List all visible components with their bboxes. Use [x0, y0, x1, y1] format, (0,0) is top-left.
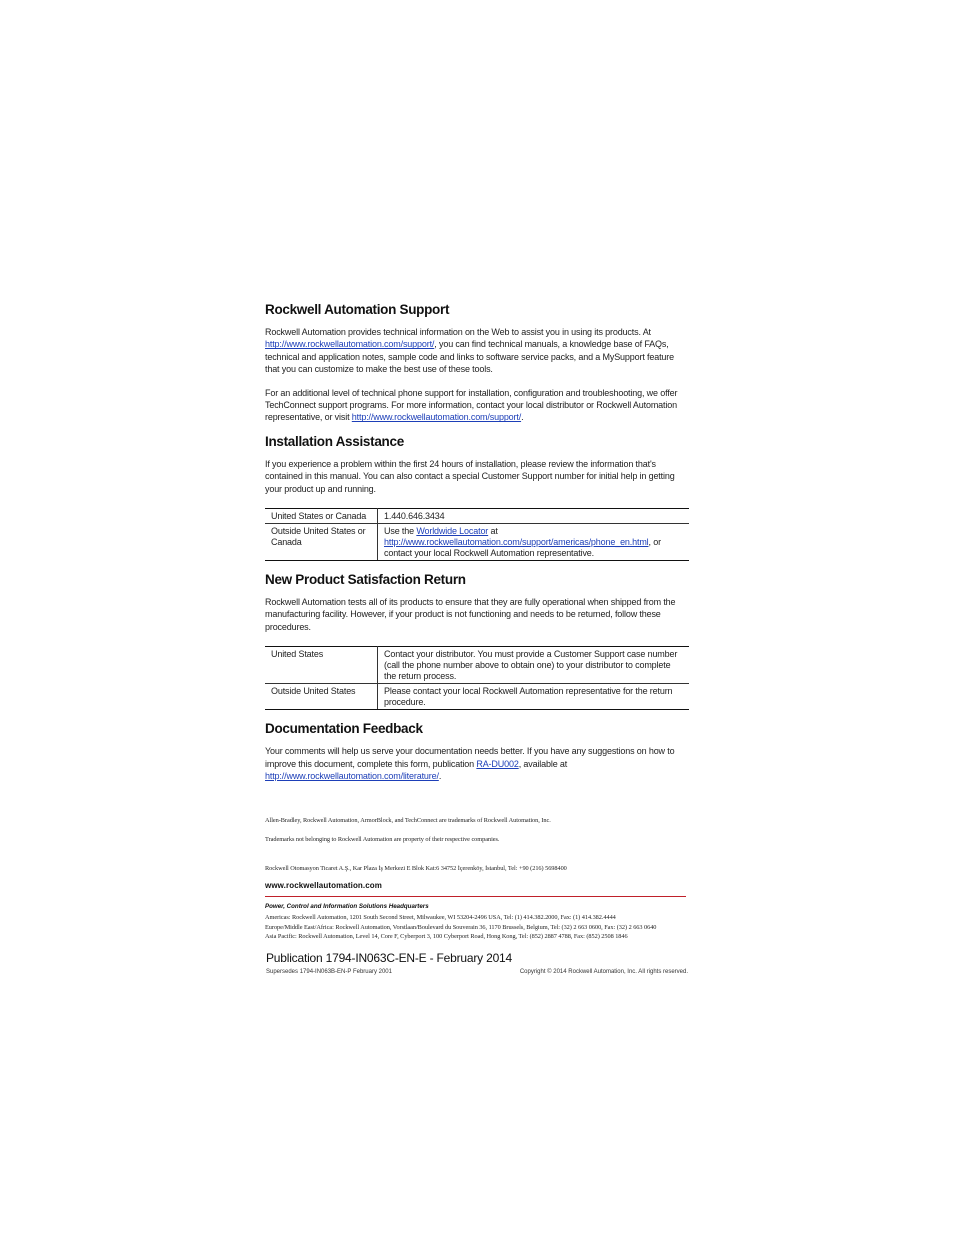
support-link[interactable]: http://www.rockwellautomation.com/support/: [265, 339, 435, 350]
table-row: [265, 509, 689, 524]
asia-address: Asia Pacific: Rockwell Automation, Level 14, Core F, Cyberport 3, 100 Cyberport Road, Hong Kong, Tel: (852) 2887 4788, Fax: (852) 2508 1846: [265, 933, 628, 940]
main-content: [265, 302, 689, 783]
phone-cell: 1.440.646.3434: [378, 509, 690, 524]
support-link-2[interactable]: http://www.rockwellautomation.com/support/: [351, 412, 522, 423]
support-paragraph-2: For an additional level of technical phone support for installation, configuration and troubleshooting, we offer TechConnect support programs. For more information, contact your local distributor or Rockwell Automation representative, or visit http://www.rockwellautomation.com/support/.: [265, 387, 678, 423]
region-cell: Outside United States: [265, 684, 378, 710]
feedback-paragraph: Your comments will help us serve your documentation needs better. If you have any suggestions on how to improve this document, complete this form, publication RA-DU002, available at http://www.rockwellautomation.com/literature/.: [265, 746, 675, 782]
literature-link[interactable]: http://www.rockwellautomation.com/literature/: [265, 771, 439, 782]
installation-paragraph: If you experience a problem within the first 24 hours of installation, please review the information that's contained in this manual. You can also contact a special Customer Support number for initial help in getting your product up and running.: [265, 458, 675, 494]
footer-divider: [265, 896, 686, 897]
return-table: [265, 646, 689, 710]
region-cell: United States or Canada: [265, 509, 378, 524]
table-row: [265, 684, 689, 710]
trademarks-line-1: Allen-Bradley, Rockwell Automation, ArmorBlock, and TechConnect are trademarks of Rockwell Automation, Inc.: [265, 817, 551, 824]
installation-heading: Installation Assistance: [265, 433, 404, 449]
europe-address: Europe/Middle East/Africa: Rockwell Automation, Vorstlaan/Boulevard du Souverain 36, 1170 Brussels, Belgium, Tel: (32) 2 663 0600, Fax: (32) 2 663 0640: [265, 924, 657, 931]
region-cell: United States: [265, 647, 378, 684]
locator-cell: Use the Worldwide Locator at http://www.rockwellautomation.com/support/americas/phone_en.html, or contact your local Rockwell Automation representative.: [378, 524, 690, 561]
support-paragraph-1: Rockwell Automation provides technical information on the Web to assist you in using its products. At http://www.rockwellautomation.com/support/, you can find technical manuals, a knowledge base of FAQs, technical and application notes, sample code and links to software service packs, and a MySupport feature that you can customize to make the best use of these tools.: [265, 327, 674, 375]
support-heading: Rockwell Automation Support: [265, 302, 450, 317]
turkey-office: Rockwell Otomasyon Ticaret A.Ş., Kar Plaza İş Merkezi E Blok Kat:6 34752 İçerenköy, İstanbul, Tel: +90 (216) 5698400: [265, 865, 567, 872]
region-cell: Outside United States or Canada: [265, 524, 378, 561]
headquarters-title: Power, Control and Information Solutions Headquarters: [265, 903, 429, 910]
return-paragraph: Rockwell Automation tests all of its products to ensure that they are fully operational when shipped from the manufacturing facility. However, if your product is not functioning and needs to be returned, follow these procedures.: [265, 597, 676, 632]
publication-number: Publication 1794-IN063C-EN-E - February 2014: [266, 951, 512, 965]
return-procedure-cell: Please contact your local Rockwell Automation representative for the return procedure.: [378, 684, 690, 710]
table-row: [265, 524, 689, 561]
return-procedure-cell: Contact your distributor. You must provide a Customer Support case number (call the phone number above to obtain one) to your distributor to complete the return process.: [378, 647, 690, 684]
return-heading: New Product Satisfaction Return: [265, 572, 466, 588]
feedback-heading: Documentation Feedback: [265, 721, 423, 737]
trademarks-line-2: Trademarks not belonging to Rockwell Automation are property of their respective companies.: [265, 836, 500, 843]
worldwide-locator-link[interactable]: Worldwide Locator: [416, 526, 489, 537]
website-url[interactable]: www.rockwellautomation.com: [265, 881, 382, 890]
table-row: [265, 647, 689, 684]
copyright-notice: Copyright © 2014 Rockwell Automation, Inc. All rights reserved.: [519, 969, 688, 975]
supersedes-note: Supersedes 1794-IN063B-EN-P February 2001: [266, 969, 392, 975]
feedback-form-link[interactable]: RA-DU002: [476, 758, 519, 769]
americas-address: Americas: Rockwell Automation, 1201 South Second Street, Milwaukee, WI 53204-2496 USA, Tel: (1) 414.382.2000, Fax: (1) 414.382.4444: [265, 914, 616, 921]
phone-list-link[interactable]: http://www.rockwellautomation.com/support/americas/phone_en.html: [384, 537, 649, 548]
installation-table: [265, 508, 689, 561]
